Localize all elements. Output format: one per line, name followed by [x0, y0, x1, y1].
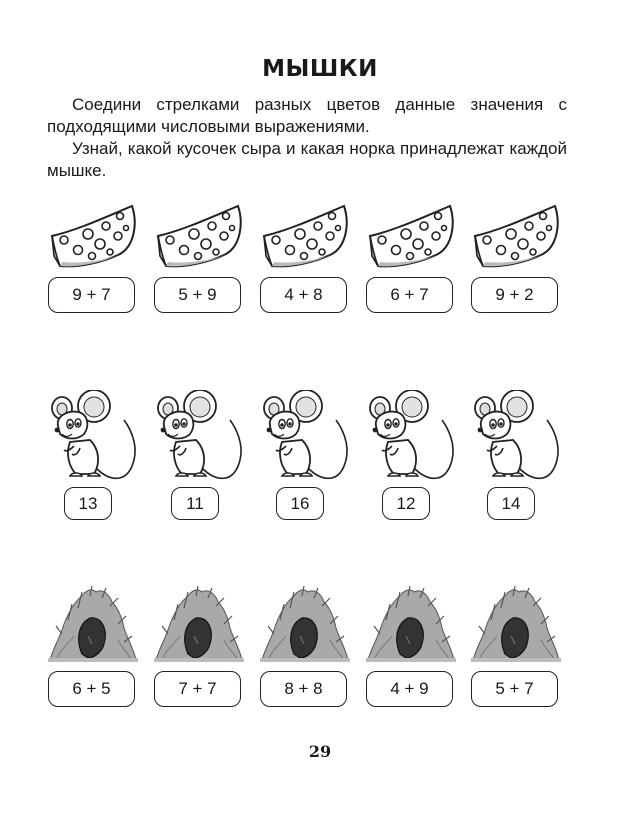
- expression-box[interactable]: 6 + 5: [48, 671, 135, 707]
- mouse-hole-icon: [471, 584, 561, 662]
- value-box[interactable]: 13: [64, 487, 112, 520]
- mouse-item: [48, 390, 134, 513]
- expression-box[interactable]: 6 + 7: [366, 277, 453, 313]
- hole-item: [260, 584, 346, 698]
- mouse-hole-icon: [154, 584, 244, 662]
- instruction-paragraph-1: Соедини стрелками разных цветов данные значения с подходящими числовыми выражениями.: [47, 95, 567, 136]
- cheese-item: [366, 200, 452, 304]
- mouse-icon: [154, 390, 246, 490]
- mouse-icon: [260, 390, 352, 490]
- cheese-item: [48, 200, 134, 304]
- hole-item: [48, 584, 134, 698]
- cheese-icon: [48, 200, 140, 270]
- mouse-icon: [48, 390, 140, 490]
- value-box[interactable]: 14: [487, 487, 535, 520]
- value-box[interactable]: 11: [171, 487, 219, 520]
- mouse-icon: [471, 390, 563, 490]
- page-number: 29: [308, 742, 332, 761]
- value-box[interactable]: 12: [382, 487, 430, 520]
- hole-item: [471, 584, 557, 698]
- expression-box[interactable]: 4 + 8: [260, 277, 347, 313]
- mouse-item: [471, 390, 557, 513]
- mouse-item: [260, 390, 346, 513]
- cheese-icon: [471, 200, 563, 270]
- mouse-hole-icon: [260, 584, 350, 662]
- mouse-icon: [366, 390, 458, 490]
- cheese-icon: [366, 200, 458, 270]
- expression-box[interactable]: 9 + 7: [48, 277, 135, 313]
- expression-box[interactable]: 7 + 7: [154, 671, 241, 707]
- hole-item: [366, 584, 452, 698]
- hole-item: [154, 584, 240, 698]
- mouse-hole-icon: [366, 584, 456, 662]
- value-box[interactable]: 16: [276, 487, 324, 520]
- page-title: МЫШКИ: [262, 56, 378, 82]
- cheese-icon: [260, 200, 352, 270]
- expression-box[interactable]: 9 + 2: [471, 277, 558, 313]
- cheese-icon: [154, 200, 246, 270]
- mouse-item: [154, 390, 240, 513]
- instructions: [47, 94, 567, 182]
- cheese-item: [260, 200, 346, 304]
- mouse-hole-icon: [48, 584, 138, 662]
- expression-box[interactable]: 5 + 7: [471, 671, 558, 707]
- cheese-item: [471, 200, 557, 304]
- expression-box[interactable]: 5 + 9: [154, 277, 241, 313]
- cheese-item: [154, 200, 240, 304]
- mouse-item: [366, 390, 452, 513]
- expression-box[interactable]: 8 + 8: [260, 671, 347, 707]
- expression-box[interactable]: 4 + 9: [366, 671, 453, 707]
- instruction-paragraph-2: Узнай, какой кусочек сыра и какая норка принадлежат каждой мышке.: [47, 139, 567, 180]
